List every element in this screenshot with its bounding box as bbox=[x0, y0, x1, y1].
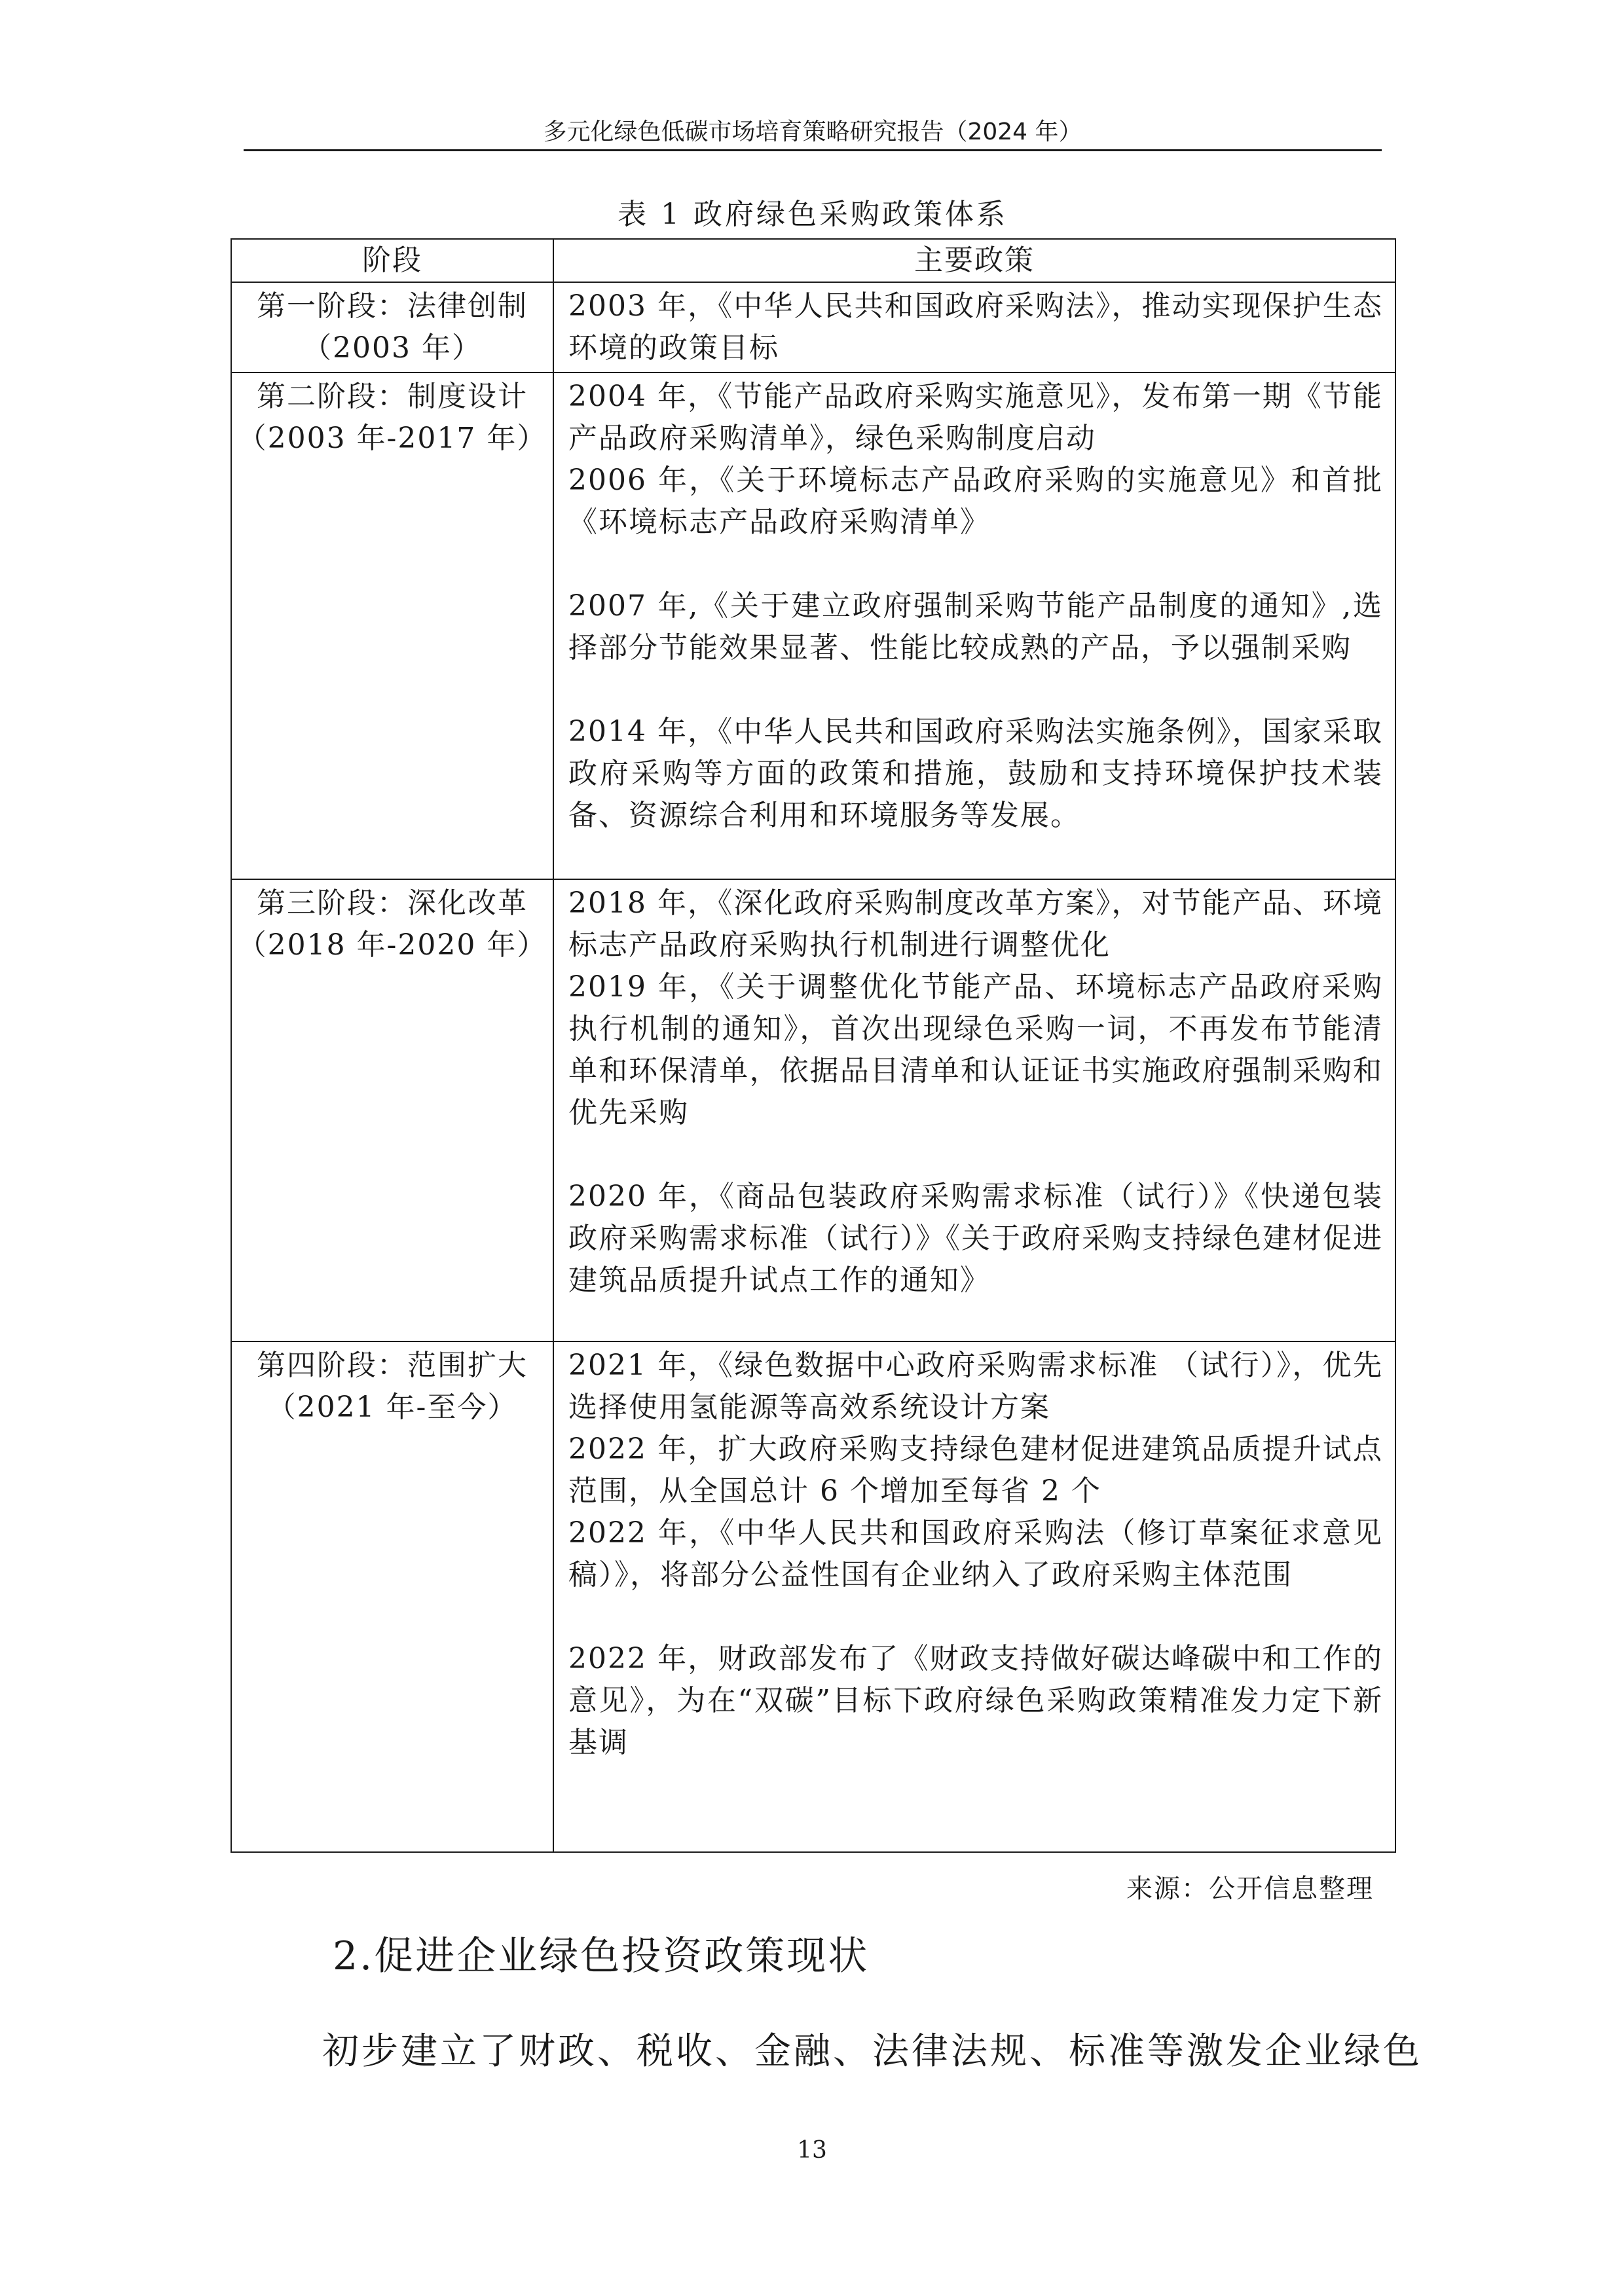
header-divider bbox=[244, 149, 1382, 151]
stage-name: 第二阶段：制度设计 bbox=[257, 380, 528, 413]
table-header-row bbox=[231, 239, 1395, 282]
stage-period: （2021 年-至今） bbox=[267, 1391, 518, 1424]
table-source-note: 来源：公开信息整理 bbox=[1126, 1874, 1374, 1904]
policy-entry: 2021 年，《绿色数据中心政府采购需求标准 （试行）》，优先选择使用氢能源等高效系统设计方案 bbox=[568, 1349, 1383, 1424]
stage-period: （2018 年-2020 年） bbox=[237, 928, 547, 962]
stage-name: 第一阶段：法律创制 bbox=[257, 289, 528, 323]
column-header-policies: 主要政策 bbox=[553, 239, 1395, 282]
policies-cell bbox=[553, 373, 1395, 879]
policies-cell bbox=[553, 879, 1395, 1341]
policy-entry: 2003 年，《中华人民共和国政府采购法》，推动实现保护生态环境的政策目标 bbox=[568, 289, 1383, 365]
policy-entry: 2020 年，《商品包装政府采购需求标准（试行）》《快递包装政府采购需求标准（试行）》《关于政府采购支持绿色建材促进建筑品质提升试点工作的通知》 bbox=[568, 1180, 1383, 1297]
policy-entry: 2019 年，《关于调整优化节能产品、环境标志产品政府采购执行机制的通知》，首次出现绿色采购一词，不再发布节能清单和环保清单，依据品目清单和认证证书实施政府强制采购和优先采购 bbox=[568, 970, 1383, 1129]
table-row bbox=[231, 373, 1395, 879]
policy-entry: 2022 年，财政部发布了《财政支持做好碳达峰碳中和工作的意见》，为在“双碳”目标下政府绿色采购政策精准发力定下新基调 bbox=[568, 1642, 1383, 1759]
policy-entry: 2006 年，《关于环境标志产品政府采购的实施意见》和首批《环境标志产品政府采购清单》 bbox=[568, 464, 1383, 539]
stage-name: 第四阶段：范围扩大 bbox=[257, 1349, 528, 1382]
policy-entry: 2014 年，《中华人民共和国政府采购法实施条例》，国家采取政府采购等方面的政策和措施，鼓励和支持环境保护技术装备、资源综合利用和环境服务等发展。 bbox=[568, 715, 1383, 832]
section-heading: 2.促进企业绿色投资政策现状 bbox=[333, 1933, 870, 1979]
table-row bbox=[231, 1341, 1395, 1852]
running-header: 多元化绿色低碳市场培育策略研究报告（2024 年） bbox=[543, 118, 1082, 145]
policies-cell bbox=[553, 1341, 1395, 1852]
stage-period: （2003 年-2017 年） bbox=[237, 422, 547, 455]
stage-cell bbox=[231, 879, 553, 1341]
policies-cell bbox=[553, 282, 1395, 373]
page-number: 13 bbox=[797, 2137, 827, 2164]
policy-entry: 2007 年,《关于建立政府强制采购节能产品制度的通知》,选择部分节能效果显著、性能比较成熟的产品，予以强制采购 bbox=[568, 589, 1383, 665]
policy-table bbox=[231, 238, 1396, 1853]
table-row bbox=[231, 282, 1395, 373]
body-paragraph: 初步建立了财政、税收、金融、法律法规、标准等激发企业绿色 bbox=[322, 2030, 1422, 2073]
column-header-stage: 阶段 bbox=[231, 239, 553, 282]
policy-entry: 2022 年，扩大政府采购支持绿色建材促进建筑品质提升试点范围，从全国总计 6 个增加至每省 2 个 bbox=[568, 1432, 1383, 1508]
stage-period: （2003 年） bbox=[303, 331, 482, 365]
stage-cell bbox=[231, 1341, 553, 1852]
policy-entry: 2018 年，《深化政府采购制度改革方案》，对节能产品、环境标志产品政府采购执行机制进行调整优化 bbox=[568, 886, 1383, 962]
stage-name: 第三阶段：深化改革 bbox=[257, 886, 528, 920]
stage-cell bbox=[231, 282, 553, 373]
stage-cell bbox=[231, 373, 553, 879]
policy-entry: 2022 年，《中华人民共和国政府采购法（修订草案征求意见稿）》，将部分公益性国有企业纳入了政府采购主体范围 bbox=[568, 1516, 1383, 1592]
table-caption: 表 1 政府绿色采购政策体系 bbox=[618, 198, 1008, 231]
policy-entry: 2004 年，《节能产品政府采购实施意见》，发布第一期《节能产品政府采购清单》，绿色采购制度启动 bbox=[568, 380, 1383, 455]
table-row bbox=[231, 879, 1395, 1341]
